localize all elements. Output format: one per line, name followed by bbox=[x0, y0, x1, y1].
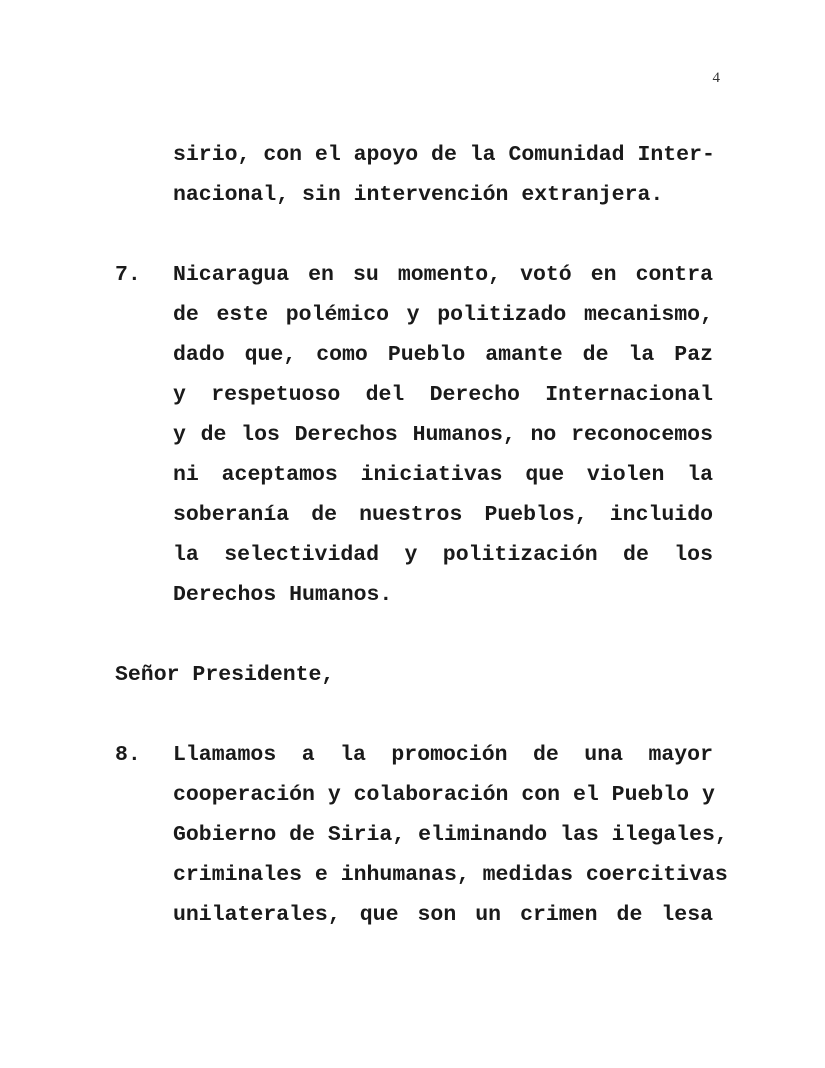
paragraph-7-line: y de los Derechos Humanos, no reconocemos bbox=[173, 423, 713, 447]
paragraph-8-line: criminales e inhumanas, medidas coercitivas bbox=[173, 863, 728, 887]
salutation: Señor Presidente, bbox=[115, 663, 335, 687]
paragraph-7-line: y respetuoso del Derecho Internacional bbox=[173, 383, 713, 407]
paragraph-7-number: 7. bbox=[115, 263, 141, 287]
paragraph-8-number: 8. bbox=[115, 743, 141, 767]
paragraph-8-line: cooperación y colaboración con el Pueblo y bbox=[173, 783, 715, 807]
paragraph-7-line: Derechos Humanos. bbox=[173, 583, 393, 607]
paragraph-7-line: la selectividad y politización de los bbox=[173, 543, 713, 567]
paragraph-7-line: dado que, como Pueblo amante de la Paz bbox=[173, 343, 713, 367]
paragraph-8-line: Gobierno de Siria, eliminando las ilegales, bbox=[173, 823, 728, 847]
paragraph-8-line: unilaterales, que son un crimen de lesa bbox=[173, 903, 713, 927]
paragraph-7-line: soberanía de nuestros Pueblos, incluido bbox=[173, 503, 713, 527]
continuation-line: nacional, sin intervención extranjera. bbox=[173, 183, 664, 207]
paragraph-7-line: Nicaragua en su momento, votó en contra bbox=[173, 263, 713, 287]
page-number: 4 bbox=[712, 70, 720, 86]
paragraph-7-line: ni aceptamos iniciativas que violen la bbox=[173, 463, 713, 487]
paragraph-8-line: Llamamos a la promoción de una mayor bbox=[173, 743, 713, 767]
paragraph-7-line: de este polémico y politizado mecanismo, bbox=[173, 303, 713, 327]
continuation-line: sirio, con el apoyo de la Comunidad Inter- bbox=[173, 143, 715, 167]
